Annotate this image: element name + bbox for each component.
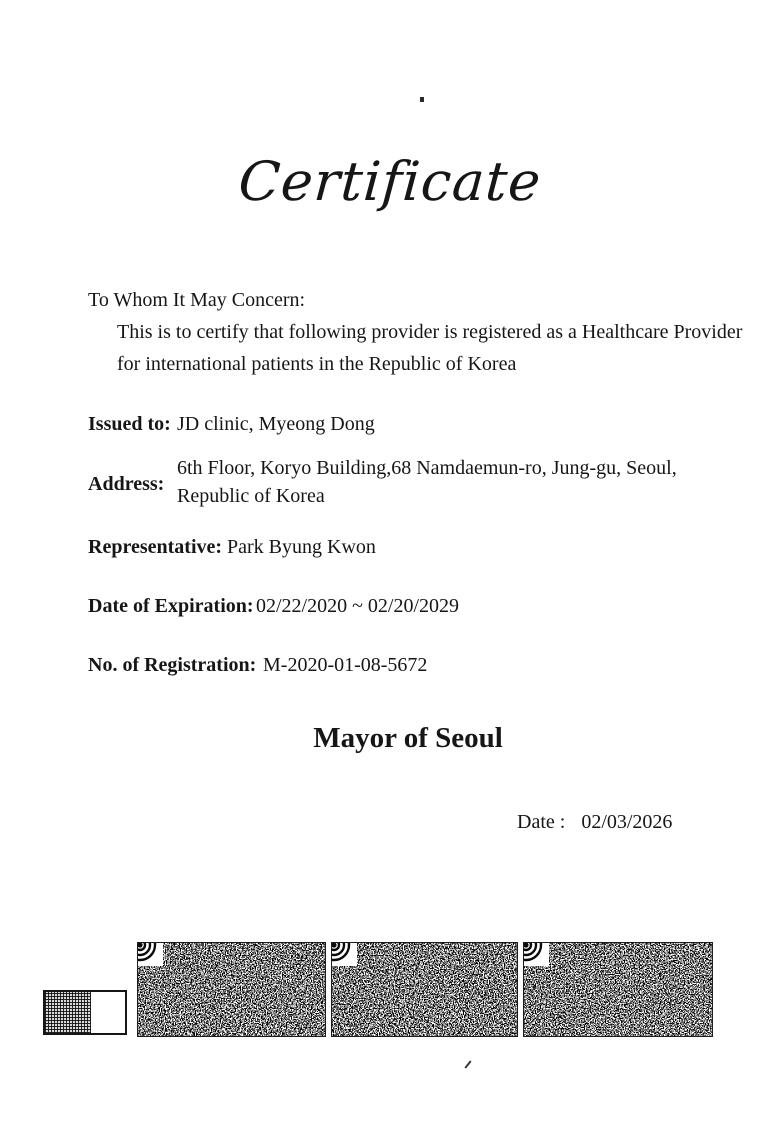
no-of-registration-label: No. of Registration:: [88, 654, 257, 676]
issued-to-value: JD clinic, Myeong Dong: [177, 413, 375, 435]
scan-artifact-tick: [464, 1060, 471, 1068]
issue-date-value: 02/03/2026: [581, 811, 673, 833]
signal-arcs-icon: [138, 943, 163, 966]
crosshatch-pattern: [45, 992, 91, 1033]
issuer-signature: Mayor of Seoul: [313, 722, 503, 754]
certificate-title: Certificate: [236, 150, 544, 213]
body-text-line2: for international patients in the Republic of Korea: [117, 353, 517, 375]
calibration-box: [43, 990, 127, 1035]
security-pattern-block: [137, 942, 326, 1037]
scan-artifact-dot: [420, 97, 424, 102]
representative-label: Representative:: [88, 536, 223, 558]
address-label: Address:: [88, 473, 165, 495]
noise-pattern: [332, 943, 517, 1036]
address-value-line1: 6th Floor, Koryo Building,68 Namdaemun-ro, Jung-gu, Seoul,: [177, 457, 677, 479]
noise-pattern: [138, 943, 325, 1036]
no-of-registration-value: M-2020-01-08-5672: [263, 654, 428, 676]
address-value-line2: Republic of Korea: [177, 485, 325, 507]
security-pattern-block: [331, 942, 518, 1037]
security-pattern-block: [523, 942, 713, 1037]
representative-value: Park Byung Kwon: [227, 536, 376, 558]
date-of-expiration-label: Date of Expiration:: [88, 595, 254, 617]
date-of-expiration-value: 02/22/2020 ~ 02/20/2029: [256, 595, 460, 617]
salutation-text: To Whom It May Concern:: [88, 289, 306, 311]
signal-arcs-icon: [524, 943, 549, 966]
body-text-line1: This is to certify that following provider is registered as a Healthcare Provider: [117, 321, 743, 343]
noise-pattern: [524, 943, 712, 1036]
issued-to-label: Issued to:: [88, 413, 171, 435]
issue-date-label: Date :: [517, 811, 566, 833]
signal-arcs-icon: [332, 943, 357, 966]
issue-date-row: [517, 810, 672, 834]
